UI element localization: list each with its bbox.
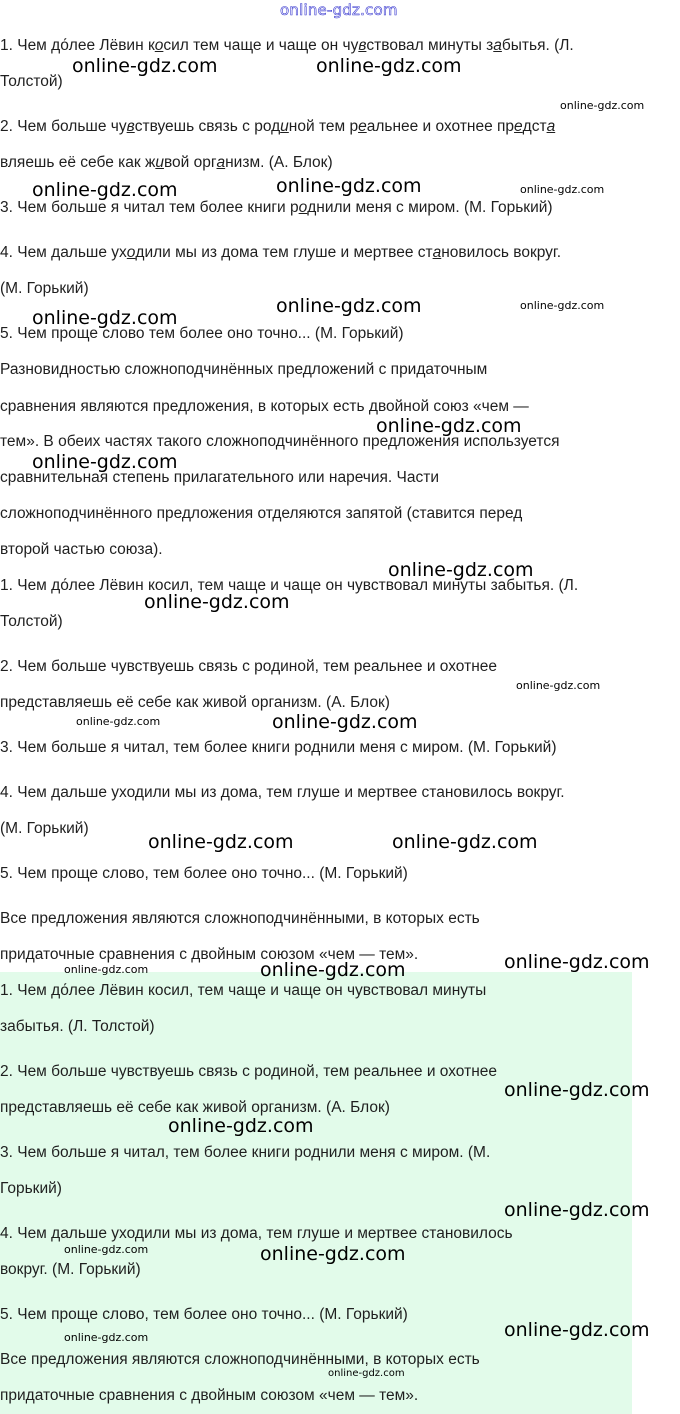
site-watermark-top: online-gdz.com xyxy=(280,1,398,19)
watermark: online-gdz.com xyxy=(560,99,645,112)
rule-line: второй частью союза). xyxy=(0,541,163,558)
watermark: online-gdz.com xyxy=(260,1243,406,1265)
answer-line: 4. Чем дальше уходили мы из дома, тем глуше и мертвее становилось вокруг. xyxy=(0,784,565,801)
watermark: online-gdz.com xyxy=(32,179,178,201)
rule-line: сложноподчинённого предложения отделяются запятой (ставится перед xyxy=(0,505,523,522)
watermark: online-gdz.com xyxy=(504,951,650,973)
conclusion-line: Все предложения являются сложноподчинёнными, в которых есть xyxy=(0,1351,480,1368)
watermark: online-gdz.com xyxy=(76,715,161,728)
sentence-1-line-1: 1. Чем до́лее Лёвин косил тем чаще и чаще он чувствовал минуты забытья. (Л. xyxy=(0,37,574,54)
sentence-2-line-2: вляешь её себе как живой организм. (А. Блок) xyxy=(0,154,333,171)
rule-line: сравнительная степень прилагательного или наречия. Части xyxy=(0,469,439,486)
conclusion-line: придаточные сравнения с двойным союзом «чем — тем». xyxy=(0,1387,419,1404)
watermark: online-gdz.com xyxy=(276,175,422,197)
answer-line: 5. Чем проще слово, тем более оно точно... (М. Горький) xyxy=(0,1306,408,1323)
answer-line: 3. Чем больше я читал, тем более книги роднили меня с миром. (М. Горький) xyxy=(0,739,557,756)
watermark: online-gdz.com xyxy=(328,1368,405,1379)
rule-line: тем». В обеих частях такого сложноподчинённого предложения используется xyxy=(0,433,560,450)
watermark: online-gdz.com xyxy=(504,1319,650,1341)
watermark: online-gdz.com xyxy=(32,451,178,473)
watermark: online-gdz.com xyxy=(260,959,406,981)
watermark: online-gdz.com xyxy=(72,55,218,77)
watermark: online-gdz.com xyxy=(316,55,462,77)
watermark: online-gdz.com xyxy=(504,1199,650,1221)
answer-line: 1. Чем до́лее Лёвин косил, тем чаще и чаще он чувствовал минуты забытья. (Л. xyxy=(0,577,579,594)
answer-line: забытья. (Л. Толстой) xyxy=(0,1018,155,1035)
watermark: online-gdz.com xyxy=(392,831,538,853)
sentence-2-line-1: 2. Чем больше чувствуешь связь с родиной тем реальнее и охотнее предста xyxy=(0,118,556,135)
answer-line: 4. Чем дальше уходили мы из дома, тем глуше и мертвее становилось xyxy=(0,1225,513,1242)
conclusion-line: Все предложения являются сложноподчинёнными, в которых есть xyxy=(0,910,480,927)
watermark: online-gdz.com xyxy=(520,183,605,196)
rule-line: Разновидностью сложноподчинённых предложений с придаточным xyxy=(0,361,488,378)
watermark: online-gdz.com xyxy=(276,295,422,317)
sentence-4-line-1: 4. Чем дальше уходили мы из дома тем глуше и мертвее становилось вокруг. xyxy=(0,244,562,261)
watermark: online-gdz.com xyxy=(64,1243,149,1256)
answer-line: 5. Чем проще слово, тем более оно точно... (М. Горький) xyxy=(0,865,408,882)
sentence-1-line-2: Толстой) xyxy=(0,73,63,90)
answer-line: представляешь её себе как живой организм. (А. Блок) xyxy=(0,694,390,711)
answer-line: 3. Чем больше я читал, тем более книги роднили меня с миром. (М. xyxy=(0,1144,491,1161)
watermark: online-gdz.com xyxy=(168,1115,314,1137)
watermark: online-gdz.com xyxy=(144,591,290,613)
watermark: online-gdz.com xyxy=(520,299,605,312)
answer-line: 2. Чем больше чувствуешь связь с родиной, тем реальнее и охотнее xyxy=(0,1063,497,1080)
watermark: online-gdz.com xyxy=(388,559,534,581)
watermark: online-gdz.com xyxy=(64,963,149,976)
answer-line: 2. Чем больше чувствуешь связь с родиной, тем реальнее и охотнее xyxy=(0,658,497,675)
watermark: online-gdz.com xyxy=(516,679,601,692)
answer-line: 1. Чем до́лее Лёвин косил, тем чаще и чаще он чувствовал минуты xyxy=(0,982,487,999)
rule-line: сравнения являются предложения, в которых есть двойной союз «чем — xyxy=(0,398,529,415)
answer-line: (М. Горький) xyxy=(0,820,89,837)
watermark: online-gdz.com xyxy=(148,831,294,853)
watermark: online-gdz.com xyxy=(376,415,522,437)
conclusion-line: придаточные сравнения с двойным союзом «чем — тем». xyxy=(0,946,419,963)
answer-line: представляешь её себе как живой организм. (А. Блок) xyxy=(0,1099,390,1116)
answer-line: Горький) xyxy=(0,1180,62,1197)
sentence-5-line-1: 5. Чем проще слово тем более оно точно... (М. Горький) xyxy=(0,325,404,342)
sentence-3-line-1: 3. Чем больше я читал тем более книги роднили меня с миром. (М. Горький) xyxy=(0,199,553,216)
watermark: online-gdz.com xyxy=(32,307,178,329)
watermark: online-gdz.com xyxy=(504,1079,650,1101)
sentence-4-line-2: (М. Горький) xyxy=(0,280,89,297)
watermark: online-gdz.com xyxy=(64,1331,149,1344)
answer-line: Толстой) xyxy=(0,613,63,630)
watermark: online-gdz.com xyxy=(272,711,418,733)
answer-line: вокруг. (М. Горький) xyxy=(0,1261,141,1278)
